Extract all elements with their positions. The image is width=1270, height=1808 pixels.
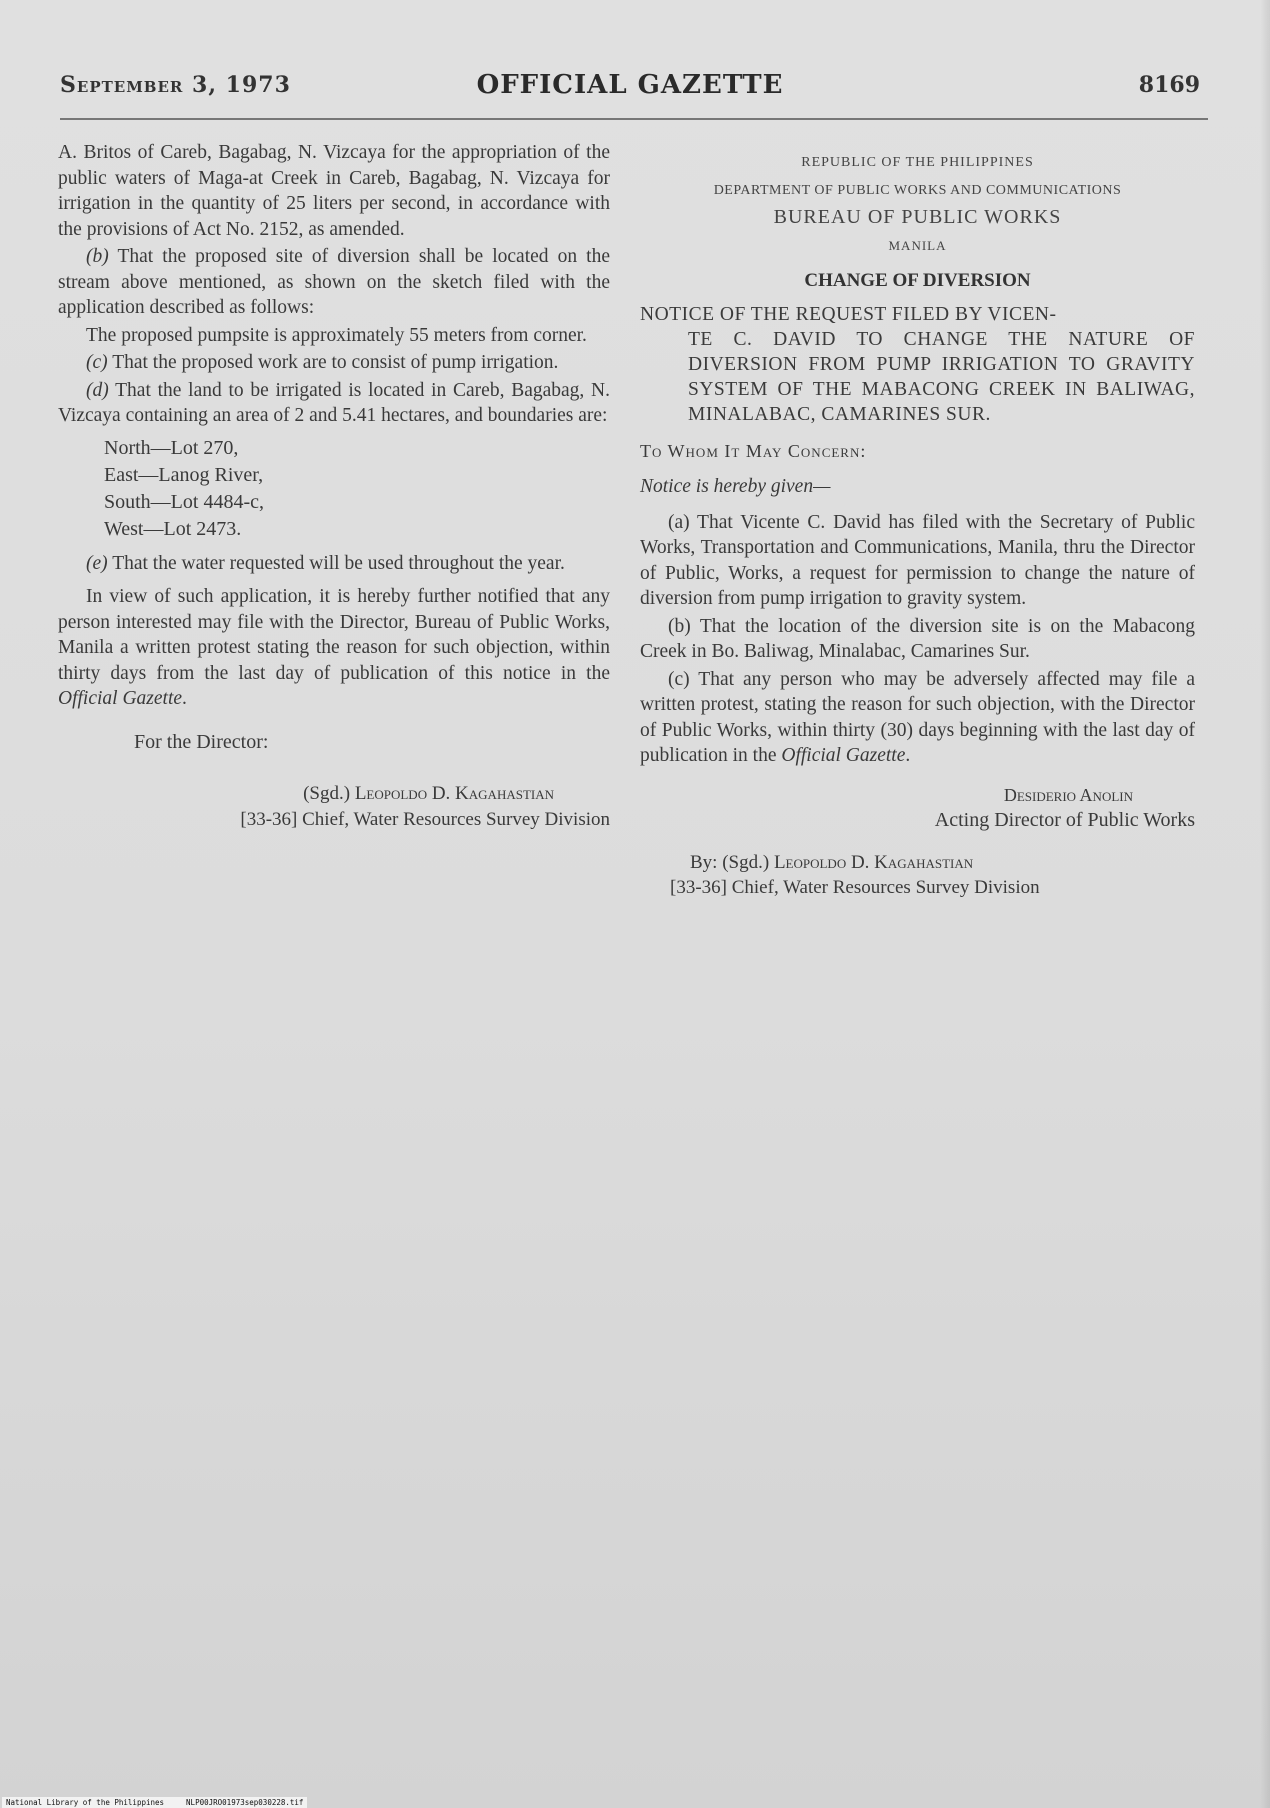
for-director-label: For the Director: bbox=[134, 730, 269, 753]
left-column bbox=[58, 140, 610, 832]
right-paragraph-c-end: . bbox=[905, 745, 911, 766]
right-paragraph-b: (b) That the location of the diversion site is on the Mabacong Creek in Bo. Baliwag, Minalabac, Camarines Sur. bbox=[640, 615, 1195, 662]
manila-heading: MANILA bbox=[888, 237, 947, 253]
paragraph-b bbox=[58, 244, 610, 321]
paragraph-e-label: (e) bbox=[86, 552, 108, 574]
footer-file-id: NLP00JRO01973sep030228.tif bbox=[186, 1798, 304, 1807]
page-header bbox=[60, 68, 1200, 108]
paragraph-d bbox=[58, 378, 610, 429]
left-signed-name: Leopoldo D. Kagahastian bbox=[354, 783, 554, 804]
republic-heading: REPUBLIC OF THE PHILIPPINES bbox=[801, 155, 1034, 170]
left-division bbox=[58, 807, 610, 833]
protest-paragraph bbox=[58, 584, 610, 712]
paragraph-d-label: (d) bbox=[86, 379, 109, 401]
boundary-north: North—Lot 270, bbox=[104, 436, 239, 459]
right-signature bbox=[640, 850, 1195, 876]
pumpsite-paragraph: The proposed pumpsite is approximately 55 meters from corner. bbox=[86, 324, 587, 346]
boundary-east: East—Lanog River, bbox=[104, 463, 264, 486]
change-of-diversion-title: CHANGE OF DIVERSION bbox=[804, 270, 1031, 291]
paragraph-e-text: That the water requested will be used throughout the year. bbox=[112, 552, 565, 574]
right-division bbox=[640, 875, 1195, 901]
boundary-west: West—Lot 2473. bbox=[104, 517, 242, 540]
boundaries-list bbox=[104, 435, 610, 543]
paragraph-c-label: (c) bbox=[86, 352, 108, 373]
notice-heading-rest: TE C. DAVID TO CHANGE THE NATURE OF DIVERSION FROM PUMP IRRIGATION TO GRAVITY SYSTEM OF THE MABACONG CREEK IN BALIWAG, MINALABAC, CAMARINES SUR. bbox=[688, 328, 1195, 425]
right-column bbox=[640, 140, 1195, 901]
scan-edge-shadow bbox=[1260, 0, 1270, 1808]
header-page-number: 8169 bbox=[1138, 72, 1200, 98]
right-signed-name: Leopoldo D. Kagahastian bbox=[773, 851, 974, 873]
scan-footer bbox=[2, 1797, 307, 1808]
paragraph-b-text: That the proposed site of diversion shall be located on the stream above mentioned, as shown on the sketch filed with the application described as follows: bbox=[58, 246, 610, 318]
paragraph-b-label: (b) bbox=[86, 246, 109, 267]
notice-given-line: Notice is hereby given— bbox=[640, 476, 831, 497]
paragraph-c-text: That the proposed work are to consist of pump irrigation. bbox=[112, 352, 559, 373]
left-signature bbox=[58, 781, 610, 807]
right-paragraph-a: (a) That Vicente C. David has filed with the Secretary of Public Works, Transportation and Communications, Manila, thru the Director of Public, Works, a request for permission to change the nature of diversion from pump irrigation to gravity system. bbox=[640, 511, 1195, 609]
right-paragraph-c-text: (c) That any person who may be adversely affected may file a written protest, stating the reason for such objection, with the Director of Public Works, within thirty (30) days beginning with the last day of publication in the bbox=[640, 668, 1195, 766]
protest-text-end: . bbox=[182, 688, 187, 709]
bureau-heading: BUREAU OF PUBLIC WORKS bbox=[773, 206, 1062, 228]
paragraph-c bbox=[58, 350, 610, 376]
header-rule bbox=[60, 118, 1208, 120]
to-whom-salutation: To Whom It May Concern: bbox=[640, 440, 867, 461]
notice-heading bbox=[640, 302, 1195, 427]
notice-heading-first-line: NOTICE OF THE REQUEST FILED BY VICEN- bbox=[640, 303, 1057, 325]
header-date: September 3, 1973 bbox=[60, 72, 291, 98]
signatory-name: Desiderio Anolin bbox=[1003, 784, 1133, 805]
left-signed-prefix: (Sgd.) bbox=[303, 783, 351, 804]
paragraph-e bbox=[58, 551, 610, 577]
signatory-title: Acting Director of Public Works bbox=[934, 809, 1195, 831]
right-paragraph-c bbox=[640, 667, 1195, 769]
right-by-prefix: By: (Sgd.) bbox=[690, 851, 770, 873]
left-division-ref: [33-36] bbox=[240, 808, 298, 830]
left-division-title: Chief, Water Resources Survey Division bbox=[302, 808, 610, 830]
protest-gazette-name: Official Gazette bbox=[58, 688, 183, 709]
header-title: OFFICIAL GAZETTE bbox=[476, 70, 784, 100]
paragraph-d-text: That the land to be irrigated is located in Careb, Bagabag, N. Vizcaya containing an area of 2 and 5.41 hectares, and boundaries are: bbox=[58, 379, 610, 426]
right-gazette-name: Official Gazette bbox=[781, 745, 906, 766]
footer-library: National Library of the Philippines bbox=[6, 1798, 165, 1807]
protest-text: In view of such application, it is hereby further notified that any person interested may file with the Director, Bureau of Public Works, Manila a written protest stating the reason for such objection, within thirty days from the last day of publication of this notice in the bbox=[58, 586, 610, 684]
right-division-title: Chief, Water Resources Survey Division bbox=[731, 877, 1040, 898]
right-division-ref: [33-36] bbox=[670, 877, 727, 898]
intro-paragraph: A. Britos of Careb, Bagabag, N. Vizcaya for the appropriation of the public waters of Maga-at Creek in Careb, Bagabag, N. Vizcaya for irrigation in the quantity of 25 liters per second, in accordance with the provisions of Act No. 2152, as amended. bbox=[58, 142, 610, 240]
boundary-south: South—Lot 4484-c, bbox=[104, 490, 264, 513]
department-heading: DEPARTMENT OF PUBLIC WORKS AND COMMUNICATIONS bbox=[713, 182, 1122, 198]
